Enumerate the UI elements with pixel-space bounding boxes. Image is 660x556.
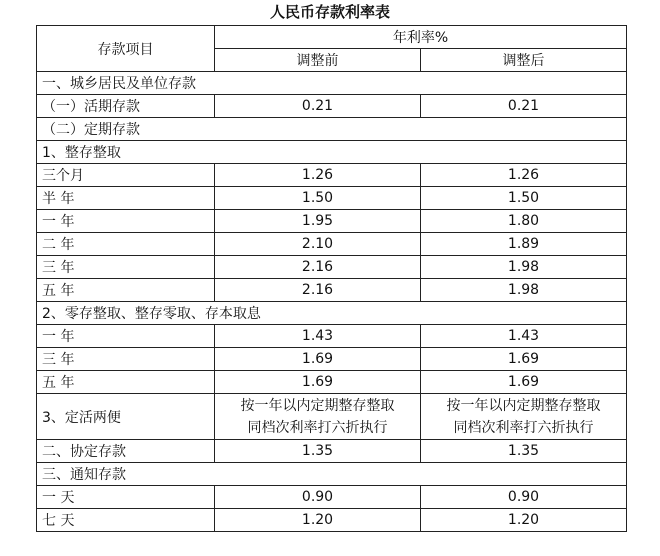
- rate-before-note: [215, 394, 421, 440]
- table-row: [37, 509, 627, 532]
- table-row: [37, 279, 627, 302]
- rate-after: 1.89: [421, 233, 627, 256]
- table-row: [37, 164, 627, 187]
- header-rate: 年利率%: [215, 26, 627, 49]
- row-label: 三 年: [37, 256, 215, 279]
- rate-before: 1.43: [215, 325, 421, 348]
- header-before: 调整前: [215, 49, 421, 72]
- row-label: 半 年: [37, 187, 215, 210]
- table-row: [37, 210, 627, 233]
- rate-after: 1.43: [421, 325, 627, 348]
- table-row: [37, 486, 627, 509]
- table-row: [37, 95, 627, 118]
- row-label: 七 天: [37, 509, 215, 532]
- rate-after: 1.50: [421, 187, 627, 210]
- table-row: [37, 371, 627, 394]
- rate-after: 1.26: [421, 164, 627, 187]
- rate-before: 2.16: [215, 279, 421, 302]
- note-line: 按一年以内定期整存整取: [240, 397, 395, 414]
- note-line: 按一年以内定期整存整取: [446, 397, 601, 414]
- rate-after: 0.90: [421, 486, 627, 509]
- section-label: 2、零存整取、整存零取、存本取息: [37, 302, 627, 325]
- rate-after: 1.98: [421, 279, 627, 302]
- rate-after: 1.80: [421, 210, 627, 233]
- table-row: [37, 394, 627, 440]
- interest-rate-table: [36, 25, 627, 532]
- section-label: 一、城乡居民及单位存款: [37, 72, 627, 95]
- header-item: 存款项目: [37, 26, 215, 72]
- section-label: （二）定期存款: [37, 118, 627, 141]
- rate-before: 1.50: [215, 187, 421, 210]
- section-label: 三、通知存款: [37, 463, 627, 486]
- row-label: 五 年: [37, 371, 215, 394]
- rate-after: 1.35: [421, 440, 627, 463]
- rate-before: 1.35: [215, 440, 421, 463]
- row-label: 一 年: [37, 210, 215, 233]
- rate-after: 1.98: [421, 256, 627, 279]
- table-row: [37, 256, 627, 279]
- rate-after: 1.69: [421, 348, 627, 371]
- table-row: [37, 141, 627, 164]
- row-label: （一）活期存款: [37, 95, 215, 118]
- rate-after: 1.69: [421, 371, 627, 394]
- rate-before: 1.69: [215, 348, 421, 371]
- section-label: 1、整存整取: [37, 141, 627, 164]
- rate-before: 0.90: [215, 486, 421, 509]
- header-after: 调整后: [421, 49, 627, 72]
- row-label: 三个月: [37, 164, 215, 187]
- row-label: 一 年: [37, 325, 215, 348]
- table-title: 人民币存款利率表: [269, 3, 390, 21]
- table-row: [37, 233, 627, 256]
- table-row: [37, 463, 627, 486]
- row-label: 五 年: [37, 279, 215, 302]
- row-label: 一 天: [37, 486, 215, 509]
- table-row: [37, 187, 627, 210]
- note-line: 同档次利率打六折执行: [453, 419, 594, 436]
- rate-before: 1.69: [215, 371, 421, 394]
- row-label: 三 年: [37, 348, 215, 371]
- table-row: [37, 325, 627, 348]
- rate-before: 1.95: [215, 210, 421, 233]
- table-row: [37, 348, 627, 371]
- row-label: 3、定活两便: [37, 394, 215, 440]
- rate-after: 0.21: [421, 95, 627, 118]
- note-line: 同档次利率打六折执行: [247, 419, 388, 436]
- row-label: 二 年: [37, 233, 215, 256]
- table-row: [37, 440, 627, 463]
- rate-before: 1.26: [215, 164, 421, 187]
- table-row: [37, 302, 627, 325]
- rate-before: 2.10: [215, 233, 421, 256]
- rate-after-note: [421, 394, 627, 440]
- rate-before: 2.16: [215, 256, 421, 279]
- table-row: [37, 118, 627, 141]
- rate-before: 0.21: [215, 95, 421, 118]
- rate-before: 1.20: [215, 509, 421, 532]
- row-label: 二、协定存款: [37, 440, 215, 463]
- rate-after: 1.20: [421, 509, 627, 532]
- table-row: [37, 72, 627, 95]
